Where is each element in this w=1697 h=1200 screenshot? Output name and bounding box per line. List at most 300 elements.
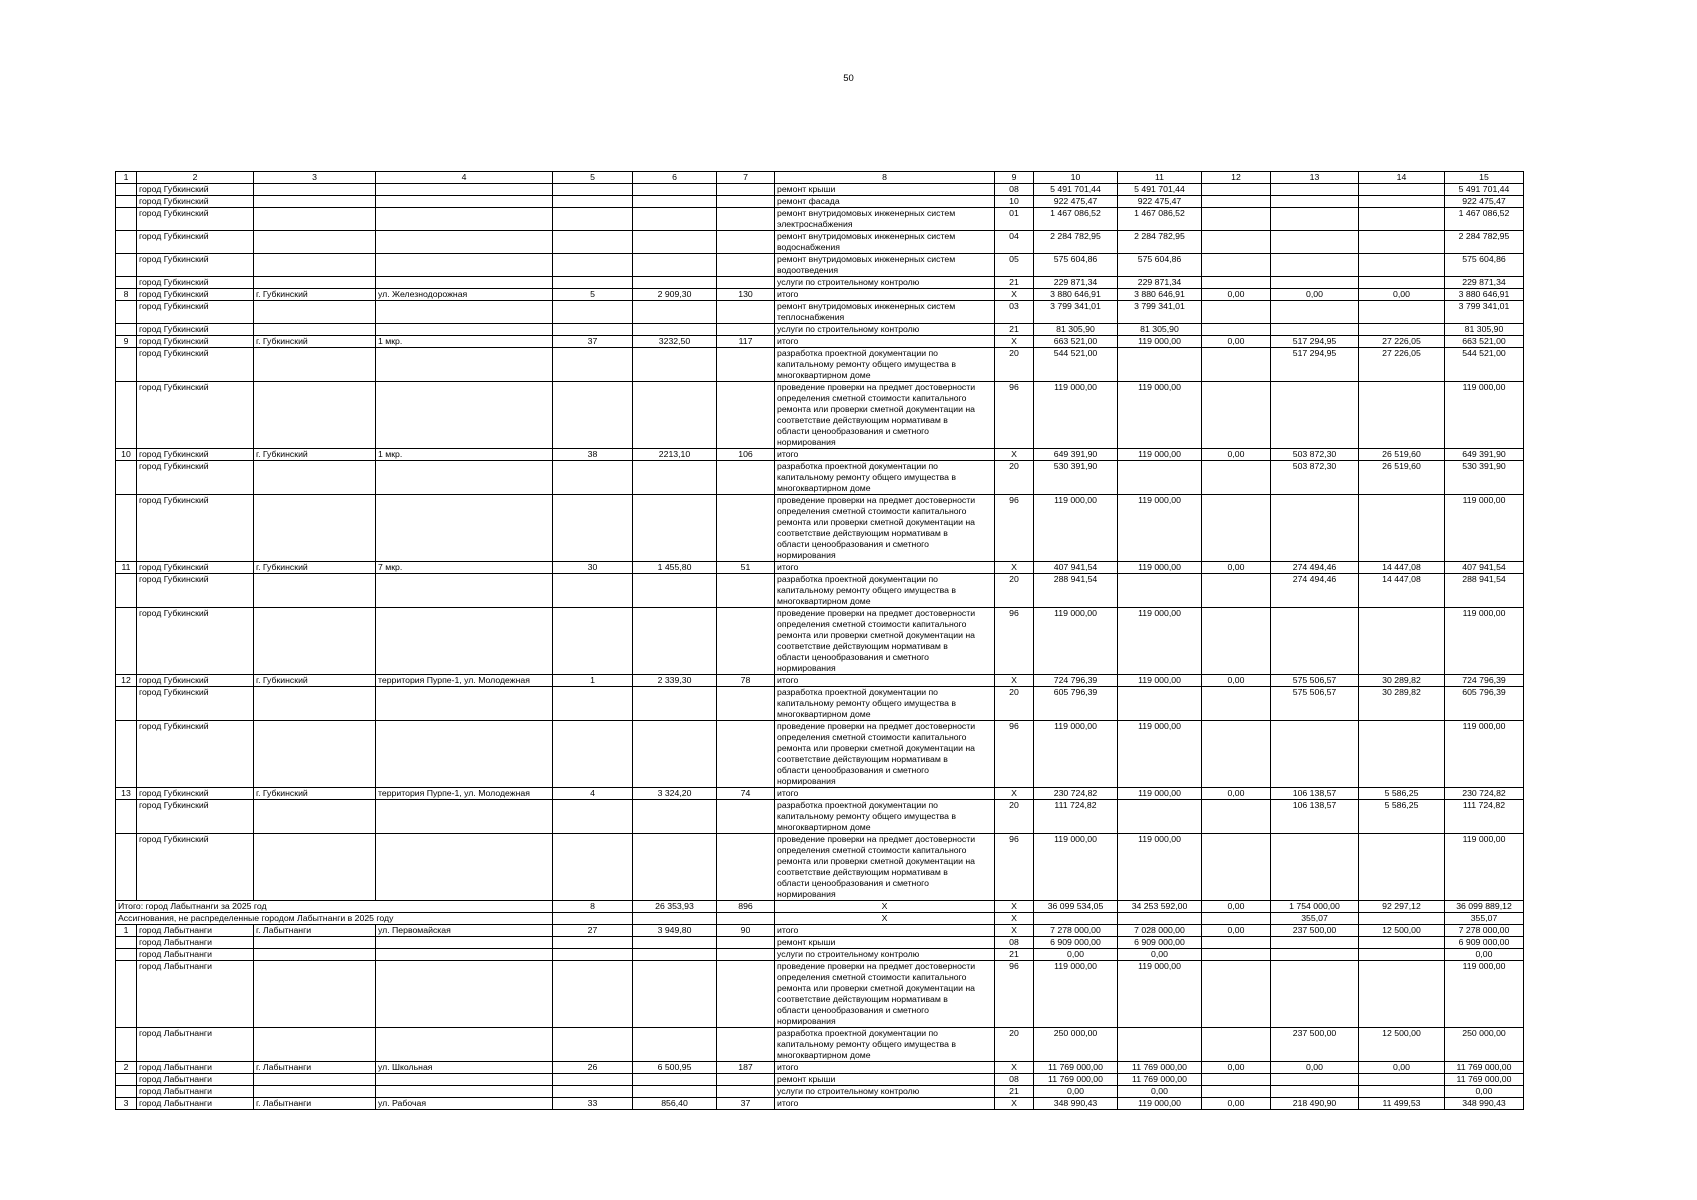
table-cell-col-11: 119 000,00 (1118, 382, 1202, 449)
table-cell-col-3 (254, 382, 376, 449)
table-cell-col-7: 117 (717, 336, 775, 348)
table-cell-col-3 (254, 196, 376, 208)
table-row (116, 788, 1524, 800)
table-cell-col-1 (116, 687, 137, 721)
table-cell-col-5 (553, 913, 633, 925)
table-cell-col-5 (553, 208, 633, 231)
table-cell-col-12 (1202, 324, 1271, 336)
table-cell-col-12: 0,00 (1202, 336, 1271, 348)
table-cell-col-3: г. Губкинский (254, 788, 376, 800)
table-cell-col-1 (116, 277, 137, 289)
table-cell-col-10: 724 796,39 (1034, 675, 1118, 687)
table-cell-col-7 (717, 1086, 775, 1098)
table-cell-col-4 (376, 721, 553, 788)
table-cell-col-6 (633, 495, 717, 562)
table-cell-col-15: 3 799 341,01 (1445, 301, 1524, 324)
table-cell-col-13 (1271, 949, 1359, 961)
table-cell-col-9: X (995, 336, 1034, 348)
table-cell-col-15: 36 099 889,12 (1445, 901, 1524, 913)
table-row (116, 961, 1524, 1028)
table-cell-col-5: 8 (553, 901, 633, 913)
table-cell-col-7 (717, 348, 775, 382)
table-cell-col-3 (254, 1028, 376, 1062)
table-cell-col-13 (1271, 324, 1359, 336)
table-cell-col-10 (1034, 913, 1118, 925)
table-cell-col-2: город Губкинский (137, 208, 254, 231)
table-row (116, 1074, 1524, 1086)
table-cell-col-5: 37 (553, 336, 633, 348)
table-row (116, 562, 1524, 574)
table-cell-col-8: итого (775, 788, 995, 800)
table-cell-col-13: 1 754 000,00 (1271, 901, 1359, 913)
table-cell-col-2: город Губкинский (137, 788, 254, 800)
table-row (116, 687, 1524, 721)
table-cell-col-8: проведение проверки на предмет достоверности определения сметной стоимости капитального ремонта или проверки сметной документации на соответствие действующим нормативам в области ценообразования и сметного нормирования (775, 382, 995, 449)
table-row (116, 301, 1524, 324)
table-cell-col-6 (633, 687, 717, 721)
table-cell-col-11: 34 253 592,00 (1118, 901, 1202, 913)
table-cell-col-10: 11 769 000,00 (1034, 1062, 1118, 1074)
table-cell-col-5: 33 (553, 1098, 633, 1110)
table-cell-col-14: 26 519,60 (1359, 461, 1445, 495)
table-cell-col-7 (717, 937, 775, 949)
table-cell-col-15: 724 796,39 (1445, 675, 1524, 687)
table-row (116, 1086, 1524, 1098)
table-cell-col-4 (376, 834, 553, 901)
table-cell-col-1 (116, 254, 137, 277)
table-cell-col-3: г. Лабытнанги (254, 925, 376, 937)
table-cell-col-14: 27 226,05 (1359, 348, 1445, 382)
table-cell-col-7 (717, 961, 775, 1028)
table-cell-col-7 (717, 608, 775, 675)
table-cell-col-13: 106 138,57 (1271, 800, 1359, 834)
table-cell-col-12: 0,00 (1202, 1062, 1271, 1074)
table-cell-col-3 (254, 687, 376, 721)
table-cell-col-15: 119 000,00 (1445, 721, 1524, 788)
table-cell-col-6 (633, 382, 717, 449)
table-cell-col-10: 119 000,00 (1034, 721, 1118, 788)
column-number-cell: 6 (633, 172, 717, 184)
table-cell-col-12 (1202, 800, 1271, 834)
table-cell-col-15: 530 391,90 (1445, 461, 1524, 495)
table-cell-col-8: разработка проектной документации по капитальному ремонту общего имущества в многоквартирном доме (775, 687, 995, 721)
table-cell-col-4: ул. Первомайская (376, 925, 553, 937)
table-cell-col-13: 237 500,00 (1271, 1028, 1359, 1062)
table-cell-col-14 (1359, 184, 1445, 196)
table-cell-col-14: 14 447,08 (1359, 574, 1445, 608)
table-cell-col-7 (717, 208, 775, 231)
table-cell-col-1 (116, 1028, 137, 1062)
table-cell-col-2: город Губкинский (137, 184, 254, 196)
table-cell-col-11: 3 799 341,01 (1118, 301, 1202, 324)
table-cell-col-12 (1202, 196, 1271, 208)
table-row (116, 336, 1524, 348)
table-cell-col-3: г. Губкинский (254, 449, 376, 461)
table-cell-col-14: 12 500,00 (1359, 925, 1445, 937)
table-cell-col-1 (116, 1086, 137, 1098)
table-row (116, 289, 1524, 301)
table-cell-col-13 (1271, 721, 1359, 788)
table-cell-col-8: итого (775, 562, 995, 574)
table-row (116, 184, 1524, 196)
table-cell-col-5 (553, 721, 633, 788)
summary-row (116, 901, 1524, 913)
table-cell-col-5 (553, 382, 633, 449)
table-cell-col-11: 1 467 086,52 (1118, 208, 1202, 231)
table-cell-col-7 (717, 324, 775, 336)
table-cell-col-12 (1202, 834, 1271, 901)
table-row (116, 495, 1524, 562)
table-cell-col-6 (633, 301, 717, 324)
table-cell-col-10: 6 909 000,00 (1034, 937, 1118, 949)
table-cell-col-10: 111 724,82 (1034, 800, 1118, 834)
table-cell-col-3: г. Губкинский (254, 289, 376, 301)
table-cell-col-1 (116, 382, 137, 449)
table-cell-col-1 (116, 721, 137, 788)
table-cell-col-8: услуги по строительному контролю (775, 949, 995, 961)
table-cell-col-1: 2 (116, 1062, 137, 1074)
table-cell-col-8: итого (775, 675, 995, 687)
table-cell-col-6 (633, 961, 717, 1028)
table-cell-col-10: 663 521,00 (1034, 336, 1118, 348)
table-cell-col-14 (1359, 277, 1445, 289)
table-cell-col-12 (1202, 949, 1271, 961)
table-cell-col-5 (553, 196, 633, 208)
table-cell-col-14: 5 586,25 (1359, 788, 1445, 800)
table-cell-col-5 (553, 231, 633, 254)
table-cell-col-15: 230 724,82 (1445, 788, 1524, 800)
table-cell-col-13: 355,07 (1271, 913, 1359, 925)
table-cell-col-14 (1359, 834, 1445, 901)
table-cell-col-1 (116, 184, 137, 196)
table-cell-col-1: 8 (116, 289, 137, 301)
table-cell-col-10: 36 099 534,05 (1034, 901, 1118, 913)
table-cell-col-14 (1359, 721, 1445, 788)
table-row (116, 608, 1524, 675)
table-cell-col-11 (1118, 348, 1202, 382)
table-cell-col-9: 10 (995, 196, 1034, 208)
table-cell-col-2: город Губкинский (137, 495, 254, 562)
table-cell-col-4 (376, 961, 553, 1028)
table-cell-col-12 (1202, 1086, 1271, 1098)
table-cell-col-11: 7 028 000,00 (1118, 925, 1202, 937)
table-cell-col-5 (553, 184, 633, 196)
table-cell-col-8: услуги по строительному контролю (775, 1086, 995, 1098)
table-cell-col-12: 0,00 (1202, 1098, 1271, 1110)
table-cell-col-9: X (995, 562, 1034, 574)
table-cell-col-2: город Губкинский (137, 382, 254, 449)
table-cell-col-8: итого (775, 925, 995, 937)
table-cell-col-11: 11 769 000,00 (1118, 1062, 1202, 1074)
table-cell-col-10: 119 000,00 (1034, 495, 1118, 562)
summary-label-cell: Итого: город Лабытнанги за 2025 год (116, 901, 553, 913)
table-cell-col-13 (1271, 184, 1359, 196)
table-row (116, 574, 1524, 608)
table-cell-col-5 (553, 834, 633, 901)
table-cell-col-3 (254, 574, 376, 608)
table-cell-col-14: 26 519,60 (1359, 449, 1445, 461)
table-cell-col-12 (1202, 277, 1271, 289)
table-cell-col-8: проведение проверки на предмет достоверности определения сметной стоимости капитального ремонта или проверки сметной документации на соответствие действующим нормативам в области ценообразования и сметного нормирования (775, 608, 995, 675)
table-cell-col-11: 3 880 646,91 (1118, 289, 1202, 301)
table-cell-col-8: ремонт крыши (775, 937, 995, 949)
table-row (116, 925, 1524, 937)
column-number-cell: 7 (717, 172, 775, 184)
table-cell-col-6 (633, 937, 717, 949)
table-cell-col-14 (1359, 301, 1445, 324)
table-row (116, 721, 1524, 788)
table-cell-col-3 (254, 961, 376, 1028)
table-cell-col-15: 119 000,00 (1445, 495, 1524, 562)
table-cell-col-9: 08 (995, 937, 1034, 949)
table-cell-col-15: 119 000,00 (1445, 608, 1524, 675)
table-cell-col-13: 218 490,90 (1271, 1098, 1359, 1110)
table-row (116, 348, 1524, 382)
table-cell-col-3 (254, 800, 376, 834)
table-cell-col-9: 21 (995, 324, 1034, 336)
table-cell-col-8: итого (775, 449, 995, 461)
table-cell-col-4 (376, 937, 553, 949)
column-number-cell: 11 (1118, 172, 1202, 184)
table-cell-col-8: разработка проектной документации по капитальному ремонту общего имущества в многоквартирном доме (775, 348, 995, 382)
table-cell-col-4: 1 мкр. (376, 336, 553, 348)
table-cell-col-1 (116, 301, 137, 324)
table-cell-col-9: 05 (995, 254, 1034, 277)
table-cell-col-3 (254, 721, 376, 788)
table-row (116, 324, 1524, 336)
table-cell-col-11: 922 475,47 (1118, 196, 1202, 208)
table-cell-col-8: разработка проектной документации по капитальному ремонту общего имущества в многоквартирном доме (775, 461, 995, 495)
table-cell-col-3 (254, 1074, 376, 1086)
table-cell-col-9: 20 (995, 1028, 1034, 1062)
table-cell-col-13 (1271, 196, 1359, 208)
table-cell-col-3 (254, 608, 376, 675)
table-cell-col-14 (1359, 913, 1445, 925)
table-cell-col-13 (1271, 1086, 1359, 1098)
table-cell-col-8: ремонт внутридомовых инженерных систем электроснабжения (775, 208, 995, 231)
table-cell-col-5 (553, 961, 633, 1028)
table-cell-col-7 (717, 949, 775, 961)
table-cell-col-13: 517 294,95 (1271, 348, 1359, 382)
table-cell-col-6 (633, 254, 717, 277)
table-cell-col-9: 01 (995, 208, 1034, 231)
table-cell-col-7 (717, 277, 775, 289)
table-cell-col-4 (376, 1074, 553, 1086)
table-cell-col-9: 96 (995, 721, 1034, 788)
table-cell-col-3 (254, 834, 376, 901)
table-cell-col-13 (1271, 608, 1359, 675)
table-cell-col-9: 96 (995, 495, 1034, 562)
table-cell-col-8: проведение проверки на предмет достоверности определения сметной стоимости капитального ремонта или проверки сметной документации на соответствие действующим нормативам в области ценообразования и сметного нормирования (775, 961, 995, 1028)
table-cell-col-12 (1202, 574, 1271, 608)
table-cell-col-1: 10 (116, 449, 137, 461)
table-cell-col-7: 51 (717, 562, 775, 574)
table-cell-col-9: 08 (995, 1074, 1034, 1086)
table-cell-col-13 (1271, 231, 1359, 254)
table-cell-col-10: 2 284 782,95 (1034, 231, 1118, 254)
table-cell-col-15: 119 000,00 (1445, 382, 1524, 449)
table-cell-col-13: 575 506,57 (1271, 687, 1359, 721)
table-cell-col-8: ремонт внутридомовых инженерных систем водоснабжения (775, 231, 995, 254)
table-row (116, 1098, 1524, 1110)
table-cell-col-5 (553, 301, 633, 324)
table-cell-col-11: 2 284 782,95 (1118, 231, 1202, 254)
table-cell-col-14 (1359, 208, 1445, 231)
table-cell-col-1 (116, 800, 137, 834)
table-cell-col-9: X (995, 1098, 1034, 1110)
table-cell-col-15: 119 000,00 (1445, 834, 1524, 901)
table-cell-col-14 (1359, 961, 1445, 1028)
table-cell-col-6 (633, 1074, 717, 1086)
table-cell-col-5 (553, 254, 633, 277)
table-cell-col-1: 13 (116, 788, 137, 800)
table-cell-col-2: город Лабытнанги (137, 1098, 254, 1110)
table-cell-col-5: 26 (553, 1062, 633, 1074)
column-number-cell: 14 (1359, 172, 1445, 184)
table-cell-col-2: город Губкинский (137, 687, 254, 721)
table-cell-col-9: 08 (995, 184, 1034, 196)
table-cell-col-14: 12 500,00 (1359, 1028, 1445, 1062)
table-cell-col-9: X (995, 1062, 1034, 1074)
table-cell-col-10: 119 000,00 (1034, 382, 1118, 449)
table-cell-col-15: 288 941,54 (1445, 574, 1524, 608)
table-cell-col-2: город Губкинский (137, 721, 254, 788)
table-cell-col-6 (633, 196, 717, 208)
table-cell-col-11: 119 000,00 (1118, 562, 1202, 574)
table-cell-col-9: 96 (995, 382, 1034, 449)
table-cell-col-1 (116, 348, 137, 382)
table-cell-col-12: 0,00 (1202, 289, 1271, 301)
table-cell-col-15: 0,00 (1445, 949, 1524, 961)
table-cell-col-10: 575 604,86 (1034, 254, 1118, 277)
table-cell-col-6 (633, 949, 717, 961)
table-cell-col-8: проведение проверки на предмет достоверности определения сметной стоимости капитального ремонта или проверки сметной документации на соответствие действующим нормативам в области ценообразования и сметного нормирования (775, 495, 995, 562)
table-cell-col-14 (1359, 231, 1445, 254)
table-cell-col-13: 0,00 (1271, 1062, 1359, 1074)
table-cell-col-12 (1202, 1028, 1271, 1062)
table-cell-col-6: 2213,10 (633, 449, 717, 461)
table-cell-col-1 (116, 231, 137, 254)
table-cell-col-10: 119 000,00 (1034, 961, 1118, 1028)
table-cell-col-15: 229 871,34 (1445, 277, 1524, 289)
table-cell-col-8: услуги по строительному контролю (775, 324, 995, 336)
table-cell-col-6 (633, 913, 717, 925)
table-cell-col-9: 96 (995, 834, 1034, 901)
table-cell-col-6: 856,40 (633, 1098, 717, 1110)
table-cell-col-8: разработка проектной документации по капитальному ремонту общего имущества в многоквартирном доме (775, 800, 995, 834)
table-cell-col-1 (116, 834, 137, 901)
table-cell-col-3 (254, 184, 376, 196)
summary-label-cell: Ассигнования, не распределенные городом Лабытнанги в 2025 году (116, 913, 553, 925)
table-cell-col-15: 11 769 000,00 (1445, 1062, 1524, 1074)
table-cell-col-1: 1 (116, 925, 137, 937)
table-cell-col-10: 250 000,00 (1034, 1028, 1118, 1062)
table-row (116, 449, 1524, 461)
table-cell-col-10: 119 000,00 (1034, 834, 1118, 901)
table-cell-col-15: 11 769 000,00 (1445, 1074, 1524, 1086)
table-cell-col-11: 119 000,00 (1118, 675, 1202, 687)
table-cell-col-7 (717, 1074, 775, 1086)
table-cell-col-12 (1202, 608, 1271, 675)
table-cell-col-2: город Лабытнанги (137, 925, 254, 937)
table-cell-col-14 (1359, 937, 1445, 949)
table-cell-col-15: 6 909 000,00 (1445, 937, 1524, 949)
table-cell-col-3 (254, 1086, 376, 1098)
table-cell-col-2: город Губкинский (137, 301, 254, 324)
table-cell-col-4 (376, 461, 553, 495)
table-cell-col-1 (116, 1074, 137, 1086)
table-cell-col-15: 922 475,47 (1445, 196, 1524, 208)
table-cell-col-14 (1359, 949, 1445, 961)
table-cell-col-2: город Губкинский (137, 449, 254, 461)
table-cell-col-1 (116, 208, 137, 231)
column-number-cell: 13 (1271, 172, 1359, 184)
table-cell-col-14 (1359, 324, 1445, 336)
table-cell-col-2: город Губкинский (137, 675, 254, 687)
table-cell-col-3 (254, 254, 376, 277)
table-cell-col-6: 1 455,80 (633, 562, 717, 574)
table-cell-col-1 (116, 324, 137, 336)
table-cell-col-15: 407 941,54 (1445, 562, 1524, 574)
table-cell-col-8: ремонт фасада (775, 196, 995, 208)
table-cell-col-3 (254, 949, 376, 961)
table-cell-col-13: 0,00 (1271, 289, 1359, 301)
table-cell-col-11: 11 769 000,00 (1118, 1074, 1202, 1086)
table-cell-col-4 (376, 324, 553, 336)
table-cell-col-3 (254, 324, 376, 336)
table-cell-col-7 (717, 574, 775, 608)
table-cell-col-2: город Губкинский (137, 562, 254, 574)
table-cell-col-1 (116, 961, 137, 1028)
table-cell-col-10: 3 880 646,91 (1034, 289, 1118, 301)
table-cell-col-1: 3 (116, 1098, 137, 1110)
table-cell-col-5 (553, 277, 633, 289)
table-cell-col-7 (717, 1028, 775, 1062)
table-cell-col-3: г. Губкинский (254, 675, 376, 687)
table-cell-col-12 (1202, 687, 1271, 721)
table-cell-col-5 (553, 937, 633, 949)
table-cell-col-7 (717, 495, 775, 562)
table-cell-col-15: 0,00 (1445, 1086, 1524, 1098)
table-cell-col-3: г. Губкинский (254, 562, 376, 574)
table-cell-col-5: 4 (553, 788, 633, 800)
table-body (116, 172, 1524, 1110)
table-cell-col-6: 2 909,30 (633, 289, 717, 301)
table-cell-col-11: 119 000,00 (1118, 961, 1202, 1028)
table-cell-col-10: 0,00 (1034, 949, 1118, 961)
table-cell-col-11: 119 000,00 (1118, 721, 1202, 788)
table-cell-col-14: 27 226,05 (1359, 336, 1445, 348)
table-cell-col-5 (553, 1028, 633, 1062)
table-cell-col-11 (1118, 913, 1202, 925)
table-cell-col-6 (633, 800, 717, 834)
table-cell-col-6 (633, 348, 717, 382)
table-cell-col-2: город Губкинский (137, 289, 254, 301)
table-cell-col-3 (254, 208, 376, 231)
table-cell-col-14: 11 499,53 (1359, 1098, 1445, 1110)
table-cell-col-15: 7 278 000,00 (1445, 925, 1524, 937)
table-cell-col-10: 0,00 (1034, 1086, 1118, 1098)
table-cell-col-9: 04 (995, 231, 1034, 254)
table-cell-col-9: 03 (995, 301, 1034, 324)
table-row (116, 382, 1524, 449)
table-cell-col-5 (553, 1074, 633, 1086)
table-cell-col-11: 119 000,00 (1118, 1098, 1202, 1110)
table-cell-col-11: 119 000,00 (1118, 788, 1202, 800)
table-cell-col-11: 6 909 000,00 (1118, 937, 1202, 949)
table-cell-col-6 (633, 574, 717, 608)
table-cell-col-3 (254, 461, 376, 495)
